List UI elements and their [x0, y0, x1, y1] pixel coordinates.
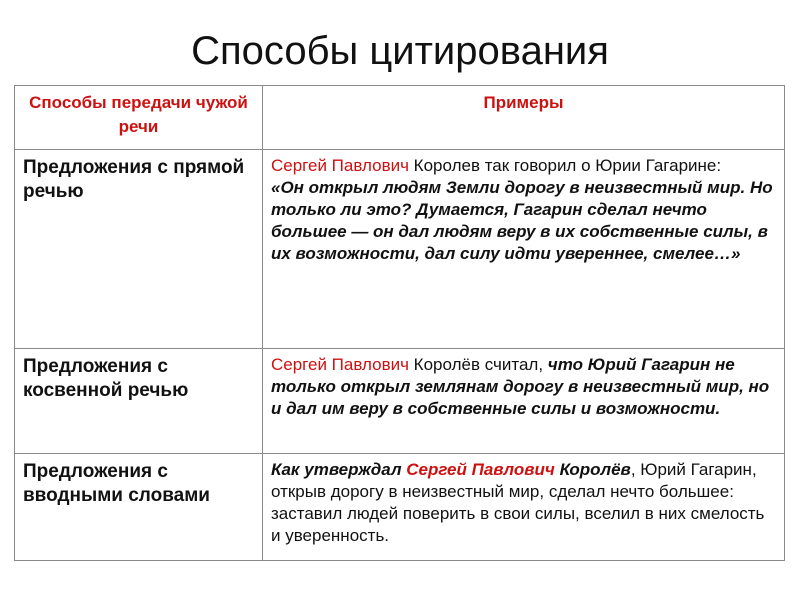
example-quote: «Он открыл людям Земли дорогу в неизвестный мир. Но только ли это? Думается, Гагарин сделал нечто большее — он дал людям веру в их собственные силы, в их возможности, дал силу идти увереннее, смелее…» [271, 178, 773, 264]
row-type-parenthetical: Предложения с вводными словами [15, 453, 263, 560]
example-lead: Как утверждал [271, 459, 407, 479]
author-surname: Королёв [554, 459, 631, 479]
header-methods: Способы передачи чужой речи [15, 86, 263, 150]
table-header-row [15, 86, 785, 150]
header-examples: Примеры [263, 86, 785, 150]
row-example-indirect-speech [263, 348, 785, 453]
row-type-indirect-speech: Предложения с косвенной речью [15, 348, 263, 453]
example-rest: , Юрий Гагарин, открыв дорогу в неизвестный мир, сделал нечто большее: заставил людей поверить в свои силы, вселил в них смелость и уверенность. [271, 459, 765, 545]
row-type-direct-speech: Предложения с прямой речью [15, 150, 263, 348]
example-intro: Королев так говорил о Юрии Гагарине: [408, 156, 722, 176]
author-name: Сергей Павлович [271, 156, 409, 176]
author-name: Сергей Павлович [271, 354, 409, 374]
row-example-parenthetical [263, 453, 785, 560]
table-row-parenthetical [15, 453, 785, 560]
example-intro: Королёв считал, [408, 354, 548, 374]
row-example-direct-speech [263, 150, 785, 348]
example-quote: что Юрий Гагарин не только открыл землянам дорогу в неизвестный мир, но и дал им веру в собственные силы и возможности. [271, 354, 770, 418]
slide-title: Способы цитирования [191, 29, 609, 73]
quotation-methods-table [14, 85, 785, 561]
table-row-indirect-speech [15, 348, 785, 453]
author-name: Сергей Павлович [406, 459, 555, 479]
table-row-direct-speech [15, 150, 785, 348]
